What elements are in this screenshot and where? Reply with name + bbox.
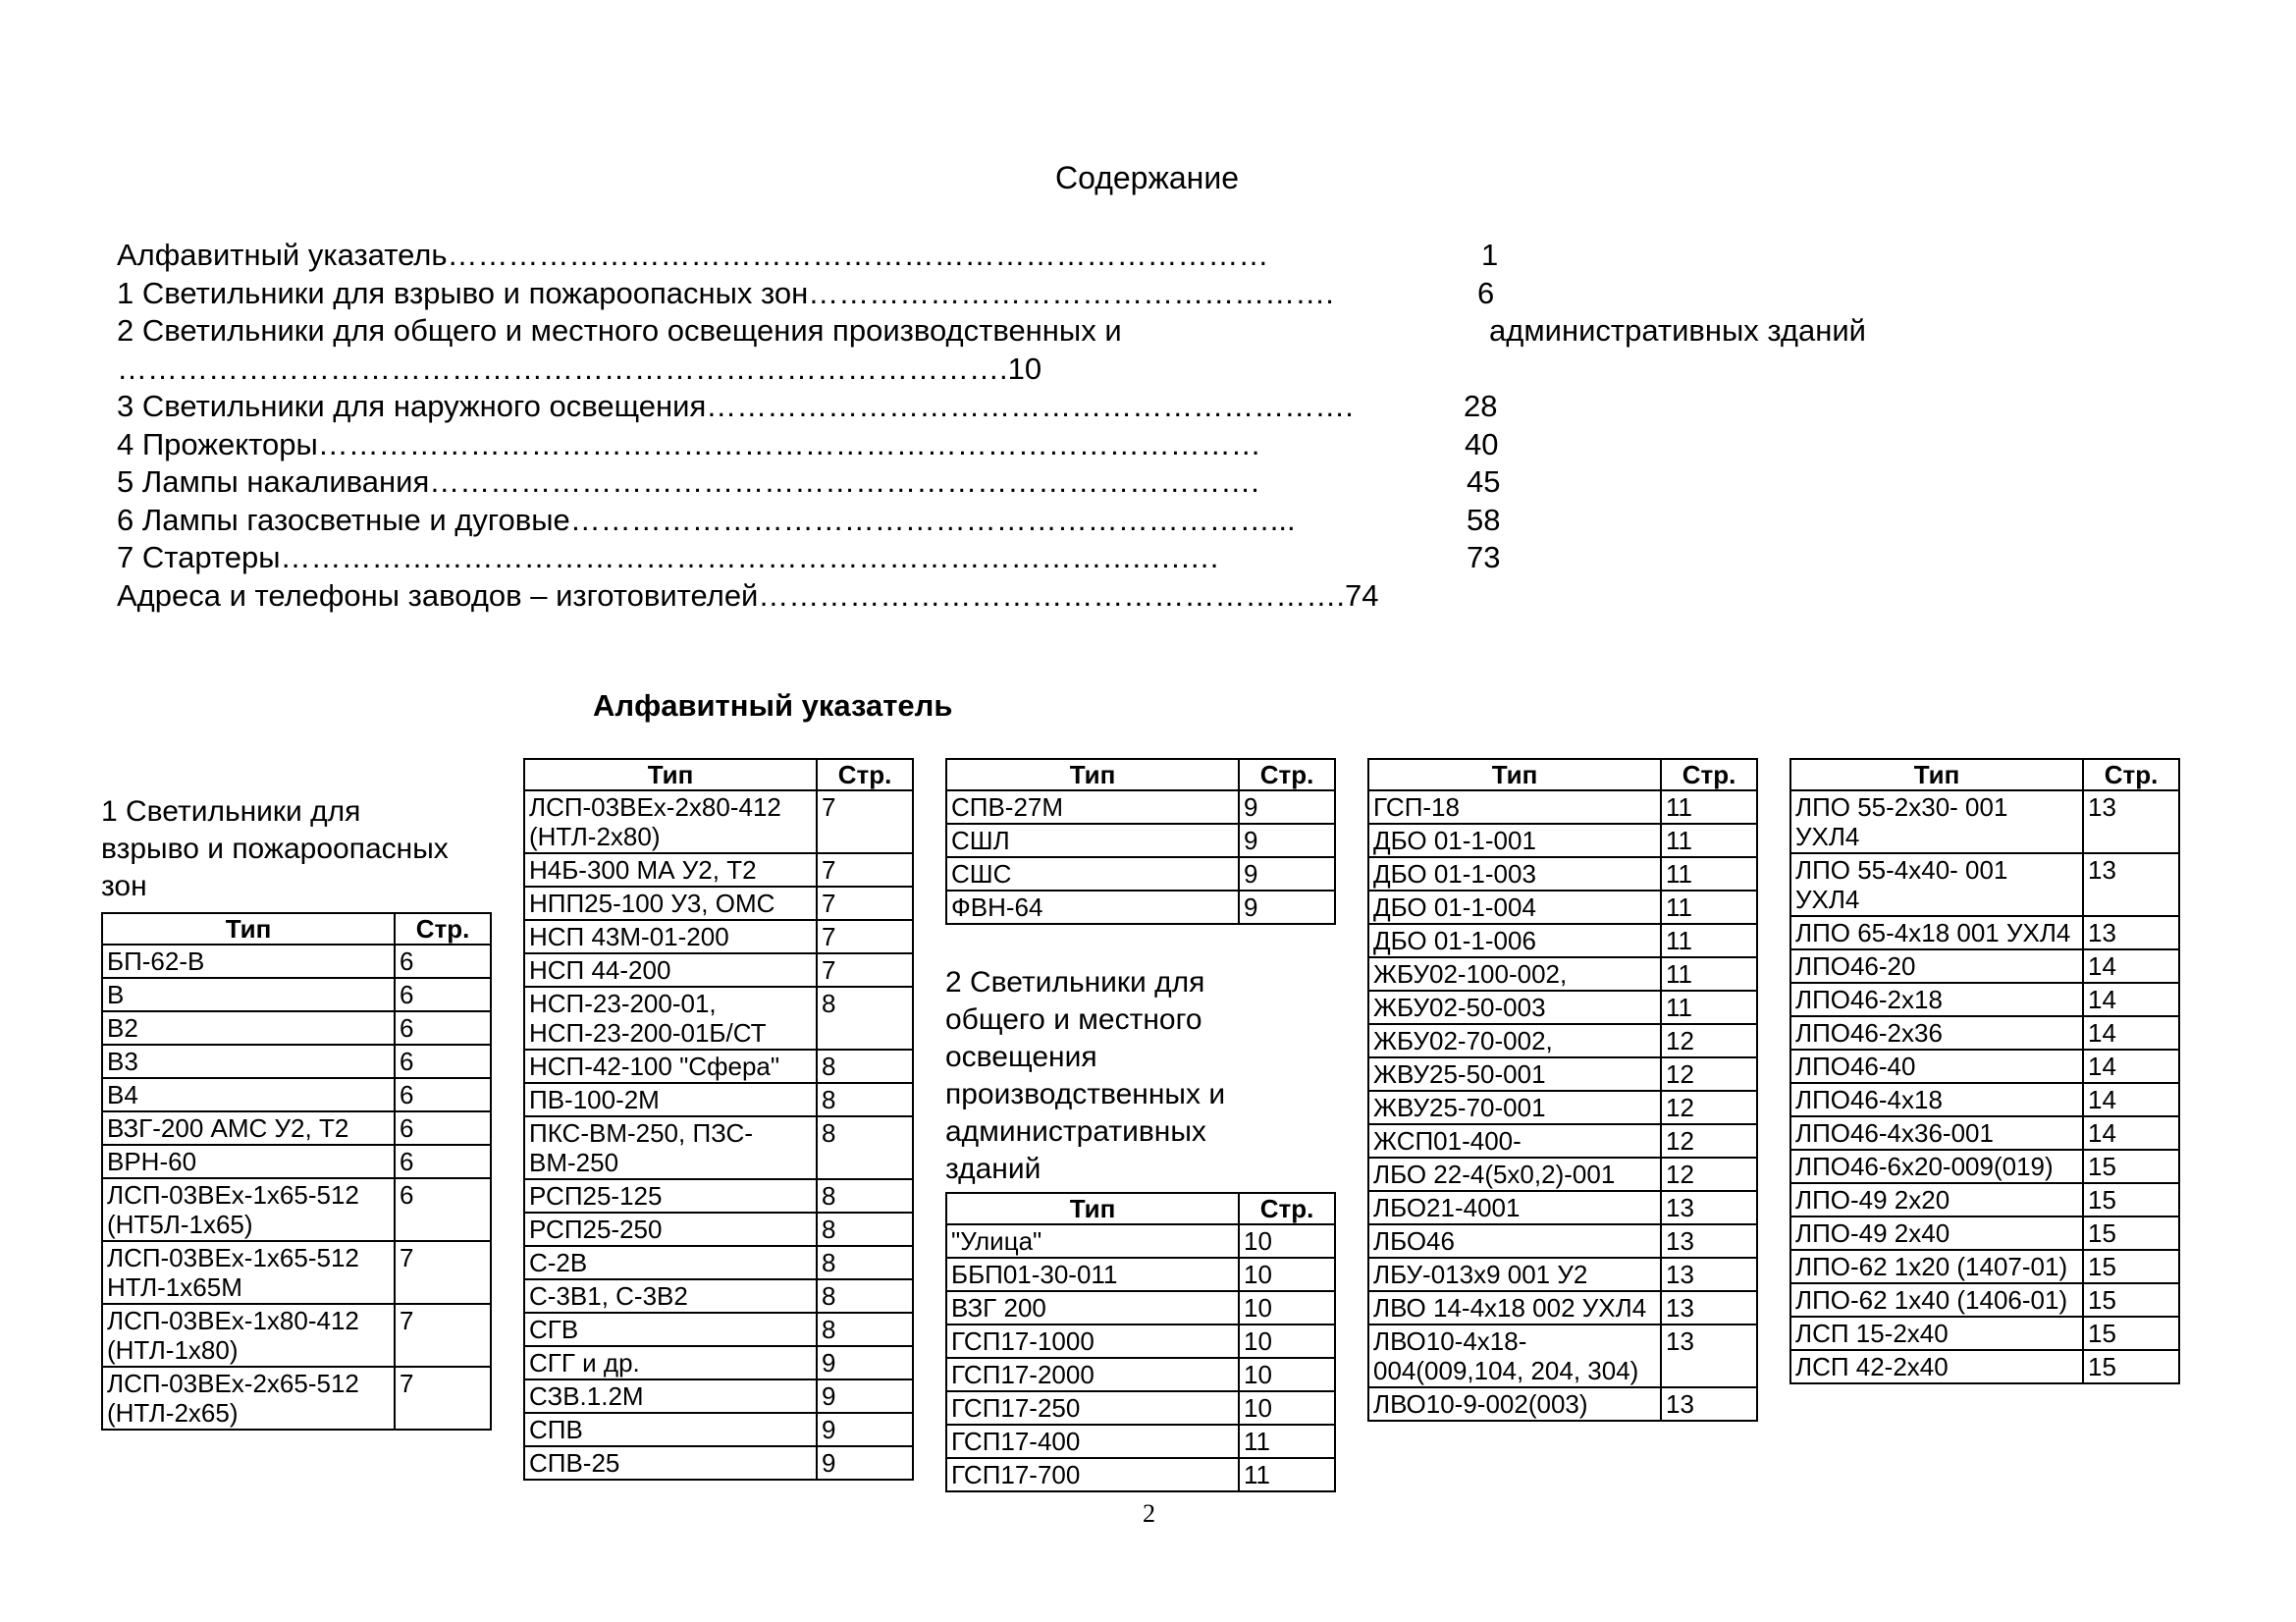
cell-type: СШЛ: [946, 824, 1239, 857]
table-row: [946, 1458, 1335, 1491]
cell-type: ДБО 01-1-006: [1368, 924, 1661, 957]
table-row: [524, 887, 913, 920]
toc-line: 2 Светильники для общего и местного освещения производственных и административных зданий: [117, 313, 1867, 348]
cell-page: 6: [395, 1111, 491, 1145]
table-row: [1790, 983, 2179, 1016]
column-header-page: Стр.: [2083, 759, 2179, 790]
table-row: [524, 1050, 913, 1083]
cell-page: 7: [395, 1304, 491, 1367]
cell-page: 9: [817, 1446, 913, 1480]
table-row: [102, 1078, 491, 1111]
column-header-type: Тип: [524, 759, 817, 790]
cell-type: ЛВО10-9-002(003): [1368, 1387, 1661, 1421]
table-row: [946, 1325, 1335, 1358]
cell-type: ЛПО 55-2х30- 001 УХЛ4: [1790, 790, 2083, 853]
cell-page: 13: [1661, 1191, 1757, 1224]
toc-line: 4 Прожекторы………………………………………………………………………………… 40: [117, 426, 1499, 461]
cell-type: ЛПО-62 1х20 (1407-01): [1790, 1250, 2083, 1283]
cell-type: СГГ и др.: [524, 1346, 817, 1379]
table-row: [102, 1304, 491, 1367]
table-row: [524, 1083, 913, 1116]
cell-page: 6: [395, 945, 491, 978]
section-1-heading: 1 Светильники для взрыво и пожароопасных зон: [101, 795, 449, 902]
cell-page: 9: [1239, 790, 1335, 824]
table-row: [1790, 1116, 2179, 1150]
cell-type: С-2В: [524, 1246, 817, 1279]
table-row: [524, 987, 913, 1050]
cell-page: 13: [2083, 916, 2179, 949]
table-row: [524, 1279, 913, 1313]
page-number: 2: [1143, 1499, 1155, 1528]
cell-page: 15: [2083, 1283, 2179, 1317]
cell-type: ЖБУ02-50-003: [1368, 991, 1661, 1024]
cell-page: 7: [395, 1241, 491, 1304]
column-header-type: Тип: [946, 759, 1239, 790]
index-title: Алфавитный указатель: [593, 688, 953, 723]
cell-type: НПП25-100 У3, ОМС: [524, 887, 817, 920]
table-row: [524, 1213, 913, 1246]
cell-type: СШС: [946, 857, 1239, 891]
table-row: [1368, 1057, 1757, 1091]
cell-page: 13: [1661, 1258, 1757, 1291]
cell-type: ББП01-30-011: [946, 1258, 1239, 1291]
toc-line: 3 Светильники для наружного освещения………………………………………………………. 28: [117, 389, 1498, 423]
cell-page: 11: [1661, 924, 1757, 957]
section-2-heading: 2 Светильники для общего и местного освещения производственных и административных зданий: [945, 966, 1226, 1185]
cell-type: ЖБУ02-100-002,: [1368, 957, 1661, 991]
table-row: [524, 790, 913, 853]
table-row: [1790, 1016, 2179, 1050]
cell-page: 11: [1661, 857, 1757, 891]
cell-page: 6: [395, 1045, 491, 1078]
cell-page: 11: [1661, 891, 1757, 924]
cell-type: СЗВ.1.2М: [524, 1379, 817, 1413]
cell-type: Н4Б-300 МА У2, Т2: [524, 853, 817, 887]
cell-page: 7: [817, 953, 913, 987]
table-row: [1368, 1224, 1757, 1258]
cell-page: 11: [1661, 957, 1757, 991]
cell-page: 15: [2083, 1317, 2179, 1350]
cell-page: 8: [817, 1213, 913, 1246]
cell-page: 14: [2083, 1016, 2179, 1050]
cell-page: 8: [817, 1246, 913, 1279]
table-row: [102, 1241, 491, 1304]
cell-type: ЛБО21-4001: [1368, 1191, 1661, 1224]
cell-page: 8: [817, 1179, 913, 1213]
cell-type: ЖВУ25-70-001: [1368, 1091, 1661, 1124]
table-row: [524, 1313, 913, 1346]
table-row: [102, 945, 491, 978]
cell-page: 8: [817, 1050, 913, 1083]
contents-title: Содержание: [1055, 160, 1240, 195]
cell-type: СПВ-25: [524, 1446, 817, 1480]
table-row: [102, 1045, 491, 1078]
table-row: [524, 1116, 913, 1179]
table-row: [1368, 991, 1757, 1024]
toc-line: …………………………………………………………………………….10: [117, 351, 1042, 386]
table-row: [946, 1224, 1335, 1258]
index-table-1: [101, 912, 492, 1431]
cell-page: 12: [1661, 1158, 1757, 1191]
cell-page: 11: [1661, 790, 1757, 824]
cell-type: ГСП17-1000: [946, 1325, 1239, 1358]
table-row: [946, 1425, 1335, 1458]
table-row: [946, 1391, 1335, 1425]
cell-page: 10: [1239, 1391, 1335, 1425]
cell-type: ЛСП 15-2х40: [1790, 1317, 2083, 1350]
cell-type: НСП 43М-01-200: [524, 920, 817, 953]
toc-line: 1 Светильники для взрыво и пожароопасных зон……………………………………………. 6: [117, 275, 1495, 310]
cell-page: 12: [1661, 1024, 1757, 1057]
table-row: [1368, 1291, 1757, 1325]
table-row: [1368, 790, 1757, 824]
toc-line: Алфавитный указатель……………………………………………………………………… 1: [117, 238, 1499, 272]
table-row: [524, 1413, 913, 1446]
cell-type: В4: [102, 1078, 395, 1111]
index-table-2: [523, 758, 914, 1481]
table-of-contents: [117, 237, 1867, 615]
table-row: [1368, 857, 1757, 891]
table-header-row: [524, 759, 913, 790]
cell-page: 6: [395, 1145, 491, 1178]
table-row: [1368, 1258, 1757, 1291]
cell-page: 8: [817, 1279, 913, 1313]
index-table-3: [945, 758, 1336, 925]
toc-line: 5 Лампы накаливания………………………………………………………………………. 45: [117, 464, 1501, 499]
table-row: [1368, 1325, 1757, 1387]
table-row: [1790, 1350, 2179, 1383]
cell-page: 12: [1661, 1091, 1757, 1124]
cell-page: 14: [2083, 1083, 2179, 1116]
cell-type: РСП25-125: [524, 1179, 817, 1213]
index-table-5: [1367, 758, 1758, 1422]
cell-page: 8: [817, 987, 913, 1050]
table-row: [1368, 1124, 1757, 1158]
cell-type: ПКС-ВМ-250, ПЗС-ВМ-250: [524, 1116, 817, 1179]
cell-type: ЛСП-03ВЕх-1х65-512 НТЛ-1х65М: [102, 1241, 395, 1304]
cell-type: СПВ: [524, 1413, 817, 1446]
table-row: [1790, 949, 2179, 983]
cell-page: 6: [395, 1078, 491, 1111]
table-row: [1790, 1317, 2179, 1350]
cell-page: 8: [817, 1116, 913, 1179]
table-header-row: [102, 913, 491, 945]
table-row: [1790, 1150, 2179, 1183]
cell-type: ПВ-100-2М: [524, 1083, 817, 1116]
cell-type: ГСП17-250: [946, 1391, 1239, 1425]
table-row: [946, 790, 1335, 824]
index-table-6: [1789, 758, 2180, 1384]
cell-page: 8: [817, 1313, 913, 1346]
cell-type: В2: [102, 1011, 395, 1045]
cell-type: ЛСП-03ВЕх-1х80-412 (НТЛ-1х80): [102, 1304, 395, 1367]
cell-type: СПВ-27М: [946, 790, 1239, 824]
column-header-type: Тип: [1368, 759, 1661, 790]
table-row: [1790, 1216, 2179, 1250]
cell-type: ЛБО46: [1368, 1224, 1661, 1258]
cell-type: ЛПО 65-4х18 001 УХЛ4: [1790, 916, 2083, 949]
table-row: [1368, 1091, 1757, 1124]
table-header-row: [1368, 759, 1757, 790]
cell-page: 13: [1661, 1325, 1757, 1387]
cell-type: СГВ: [524, 1313, 817, 1346]
cell-type: ЛПО46-2х36: [1790, 1016, 2083, 1050]
cell-page: 15: [2083, 1250, 2179, 1283]
cell-type: ЛБУ-013х9 001 У2: [1368, 1258, 1661, 1291]
cell-type: ВЗГ-200 АМС У2, Т2: [102, 1111, 395, 1145]
table-row: [1790, 1183, 2179, 1216]
cell-page: 9: [817, 1379, 913, 1413]
cell-page: 9: [1239, 891, 1335, 924]
column-header-type: Тип: [102, 913, 395, 945]
cell-type: ГСП17-400: [946, 1425, 1239, 1458]
cell-type: ЖВУ25-50-001: [1368, 1057, 1661, 1091]
cell-page: 12: [1661, 1124, 1757, 1158]
table-row: [102, 1111, 491, 1145]
table-row: [946, 891, 1335, 924]
table-row: [102, 1011, 491, 1045]
cell-page: 10: [1239, 1224, 1335, 1258]
cell-type: ЛСП-03ВЕх-2х65-512 (НТЛ-2х65): [102, 1367, 395, 1430]
table-row: [946, 824, 1335, 857]
cell-page: 6: [395, 978, 491, 1011]
cell-type: ЛСП 42-2х40: [1790, 1350, 2083, 1383]
cell-type: ЛПО46-4х18: [1790, 1083, 2083, 1116]
table-row: [946, 857, 1335, 891]
table-header-row: [946, 1193, 1335, 1224]
column-header-page: Стр.: [1661, 759, 1757, 790]
cell-page: 10: [1239, 1291, 1335, 1325]
cell-type: ЛПО 55-4х40- 001 УХЛ4: [1790, 853, 2083, 916]
cell-type: ЛПО46-20: [1790, 949, 2083, 983]
cell-page: 11: [1661, 824, 1757, 857]
table-header-row: [946, 759, 1335, 790]
cell-page: 10: [1239, 1358, 1335, 1391]
column-header-page: Стр.: [1239, 759, 1335, 790]
cell-type: ДБО 01-1-001: [1368, 824, 1661, 857]
table-row: [102, 1145, 491, 1178]
cell-page: 10: [1239, 1258, 1335, 1291]
cell-page: 7: [395, 1367, 491, 1430]
cell-type: ВЗГ 200: [946, 1291, 1239, 1325]
cell-page: 6: [395, 1011, 491, 1045]
cell-type: ЛПО46-4х36-001: [1790, 1116, 2083, 1150]
table-row: [1790, 1283, 2179, 1317]
cell-type: ГСП17-700: [946, 1458, 1239, 1491]
column-header-page: Стр.: [1239, 1193, 1335, 1224]
cell-type: В3: [102, 1045, 395, 1078]
table-row: [524, 1246, 913, 1279]
table-row: [102, 1367, 491, 1430]
cell-type: НСП-23-200-01, НСП-23-200-01Б/СТ: [524, 987, 817, 1050]
table-row: [524, 1346, 913, 1379]
column-header-page: Стр.: [817, 759, 913, 790]
table-row: [524, 920, 913, 953]
cell-page: 8: [817, 1083, 913, 1116]
column-header-type: Тип: [946, 1193, 1239, 1224]
table-row: [524, 1446, 913, 1480]
cell-page: 9: [817, 1413, 913, 1446]
table-row: [1368, 1158, 1757, 1191]
cell-page: 9: [1239, 857, 1335, 891]
cell-type: С-3В1, С-3В2: [524, 1279, 817, 1313]
cell-page: 11: [1239, 1458, 1335, 1491]
cell-page: 13: [1661, 1387, 1757, 1421]
table-row: [1368, 891, 1757, 924]
cell-type: НСП 44-200: [524, 953, 817, 987]
table-row: [1790, 1250, 2179, 1283]
table-row: [1368, 924, 1757, 957]
table-row: [1368, 957, 1757, 991]
cell-page: 11: [1239, 1425, 1335, 1458]
cell-page: 7: [817, 853, 913, 887]
table-row: [1790, 853, 2179, 916]
cell-page: 7: [817, 920, 913, 953]
cell-type: ЖСП01-400-: [1368, 1124, 1661, 1158]
cell-type: ГСП-18: [1368, 790, 1661, 824]
cell-type: ЛПО-62 1х40 (1406-01): [1790, 1283, 2083, 1317]
table-row: [1790, 916, 2179, 949]
table-row: [102, 1178, 491, 1241]
cell-page: 15: [2083, 1150, 2179, 1183]
cell-page: 9: [817, 1346, 913, 1379]
table-row: [1790, 1083, 2179, 1116]
cell-type: ВРН-60: [102, 1145, 395, 1178]
table-row: [946, 1358, 1335, 1391]
table-row: [946, 1291, 1335, 1325]
table-row: [1368, 1387, 1757, 1421]
cell-page: 15: [2083, 1183, 2179, 1216]
cell-page: 9: [1239, 824, 1335, 857]
cell-page: 12: [1661, 1057, 1757, 1091]
table-row: [524, 1379, 913, 1413]
cell-page: 13: [1661, 1291, 1757, 1325]
table-row: [102, 978, 491, 1011]
cell-type: ЖБУ02-70-002,: [1368, 1024, 1661, 1057]
cell-page: 14: [2083, 1116, 2179, 1150]
cell-page: 15: [2083, 1350, 2179, 1383]
cell-type: "Улица": [946, 1224, 1239, 1258]
cell-type: ЛПО46-2х18: [1790, 983, 2083, 1016]
cell-page: 10: [1239, 1325, 1335, 1358]
table-row: [524, 853, 913, 887]
cell-type: ЛСП-03ВЕх-2х80-412 (НТЛ-2х80): [524, 790, 817, 853]
cell-type: ГСП17-2000: [946, 1358, 1239, 1391]
cell-page: 14: [2083, 949, 2179, 983]
toc-line: 7 Стартеры………………………………………………………………………….….…. 73: [117, 540, 1501, 574]
cell-type: РСП25-250: [524, 1213, 817, 1246]
column-header-type: Тип: [1790, 759, 2083, 790]
table-row: [524, 953, 913, 987]
index-table-4: [945, 1192, 1336, 1492]
table-row: [1790, 1050, 2179, 1083]
cell-type: ФВН-64: [946, 891, 1239, 924]
table-row: [946, 1258, 1335, 1291]
cell-type: ЛПО-49 2х40: [1790, 1216, 2083, 1250]
cell-type: ЛПО-49 2х20: [1790, 1183, 2083, 1216]
cell-type: ЛПО46-40: [1790, 1050, 2083, 1083]
cell-type: ЛСП-03ВЕх-1х65-512 (НТ5Л-1х65): [102, 1178, 395, 1241]
toc-line: Адреса и телефоны заводов – изготовителей………………………………………………….74: [117, 577, 1379, 613]
table-row: [1368, 824, 1757, 857]
cell-page: 14: [2083, 983, 2179, 1016]
table-row: [1368, 1024, 1757, 1057]
column-header-page: Стр.: [395, 913, 491, 945]
cell-type: ЛВО10-4х18-004(009,104, 204, 304): [1368, 1325, 1661, 1387]
cell-type: НСП-42-100 "Сфера": [524, 1050, 817, 1083]
cell-type: ЛБО 22-4(5х0,2)-001: [1368, 1158, 1661, 1191]
cell-page: 13: [2083, 853, 2179, 916]
cell-page: 13: [2083, 790, 2179, 853]
cell-page: 7: [817, 790, 913, 853]
table-row: [524, 1179, 913, 1213]
table-row: [1790, 790, 2179, 853]
cell-page: 15: [2083, 1216, 2179, 1250]
cell-page: 14: [2083, 1050, 2179, 1083]
cell-page: 7: [817, 887, 913, 920]
cell-type: ЛВО 14-4х18 002 УХЛ4: [1368, 1291, 1661, 1325]
cell-type: ДБО 01-1-004: [1368, 891, 1661, 924]
table-header-row: [1790, 759, 2179, 790]
cell-page: 11: [1661, 991, 1757, 1024]
cell-type: В: [102, 978, 395, 1011]
cell-page: 6: [395, 1178, 491, 1241]
toc-line: 6 Лампы газосветные и дуговые……………………………………………………………... 58: [117, 502, 1501, 537]
table-row: [1368, 1191, 1757, 1224]
cell-type: БП-62-В: [102, 945, 395, 978]
cell-page: 13: [1661, 1224, 1757, 1258]
cell-type: ДБО 01-1-003: [1368, 857, 1661, 891]
cell-type: ЛПО46-6х20-009(019): [1790, 1150, 2083, 1183]
